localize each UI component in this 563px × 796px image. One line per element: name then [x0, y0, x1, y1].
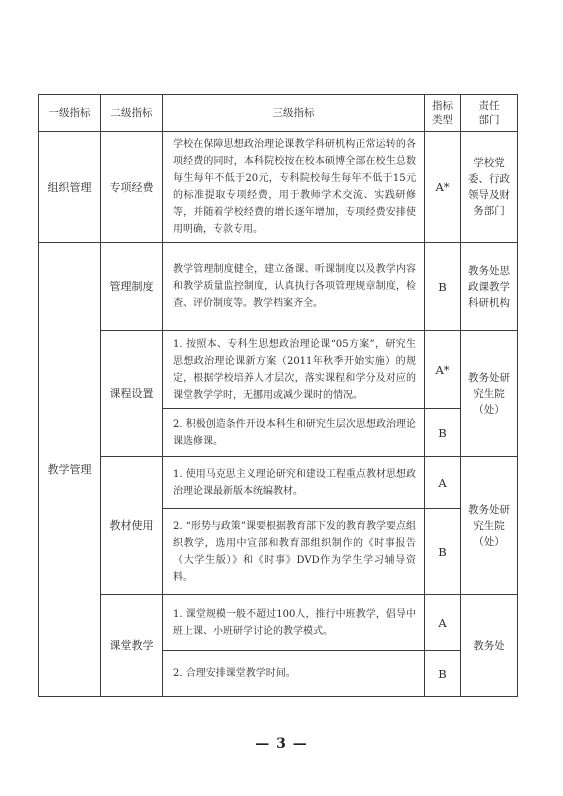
dept-cell: 教务处 [461, 595, 518, 697]
header-level1: 一级指标 [39, 95, 101, 132]
type-cell: B [425, 651, 461, 697]
level3-cell: 2. “形势与政策”课要根据教育部下发的教育教学要点组织教学，选用中宣部和教育部组织制作的《时事报告（大学生版）》和《时事》DVD作为学生学习辅导资料。 [163, 509, 425, 595]
type-cell: B [425, 509, 461, 595]
header-level2: 二级指标 [101, 95, 163, 132]
table-row [39, 331, 518, 409]
level3-cell: 1. 按照本、专科生思想政治理论课“05方案”，研究生思想政治理论课新方案（2011年秋季开始实施）的规定，根据学校培养人才层次，落实课程和学分及对应的课堂教学学时，无挪用或减少课时的情况。 [163, 331, 425, 409]
level1-cell: 教学管理 [39, 243, 101, 697]
level2-cell: 管理制度 [101, 243, 163, 331]
table-row [39, 132, 518, 243]
level2-cell: 专项经费 [101, 132, 163, 243]
page-number: — 3 — [255, 736, 308, 752]
type-cell: A* [425, 132, 461, 243]
level3-cell: 教学管理制度健全，建立备课、听课制度以及教学内容和教学质量监控制度，认真执行各项管理规章制度，检查、评价制度等。教学档案齐全。 [163, 243, 425, 331]
type-cell: A [425, 595, 461, 651]
indicator-table [38, 94, 518, 697]
level3-cell: 学校在保障思想政治理论课教学科研机构正常运转的各项经费的同时，本科院校按在校本硕博全部在校生总数每生每年不低于20元，专科院校每生每年不低于15元的标准提取专项经费，用于教师学术交流、实践研修等，并随着学校经费的增长逐年增加，专项经费安排使用明确，专款专用。 [163, 132, 425, 243]
level3-cell: 2. 积极创造条件开设本科生和研究生层次思想政治理论课选修课。 [163, 409, 425, 457]
dept-cell: 学校党委、行政领导及财务部门 [461, 132, 518, 243]
level3-cell: 1. 使用马克思主义理论研究和建设工程重点教材思想政治理论课最新版本统编教材。 [163, 457, 425, 509]
level3-cell: 1. 课堂规模一般不超过100人，推行中班教学，倡导中班上课、小班研学讨论的教学模式。 [163, 595, 425, 651]
level3-cell: 2. 合理安排课堂教学时间。 [163, 651, 425, 697]
table-row [39, 243, 518, 331]
dept-cell: 教务处研究生院（处） [461, 457, 518, 595]
header-type: 指标类型 [425, 95, 461, 132]
table-row [39, 595, 518, 651]
level2-cell: 教材使用 [101, 457, 163, 595]
header-level3: 三级指标 [163, 95, 425, 132]
type-cell: A [425, 457, 461, 509]
level1-cell: 组织管理 [39, 132, 101, 243]
type-cell: B [425, 409, 461, 457]
dept-cell: 教务处思政课教学科研机构 [461, 243, 518, 331]
level2-cell: 课程设置 [101, 331, 163, 457]
table-header-row [39, 95, 518, 132]
dept-cell: 教务处研究生院（处） [461, 331, 518, 457]
header-dept: 责任部门 [461, 95, 518, 132]
type-cell: A* [425, 331, 461, 409]
table-row [39, 457, 518, 509]
level2-cell: 课堂教学 [101, 595, 163, 697]
type-cell: B [425, 243, 461, 331]
